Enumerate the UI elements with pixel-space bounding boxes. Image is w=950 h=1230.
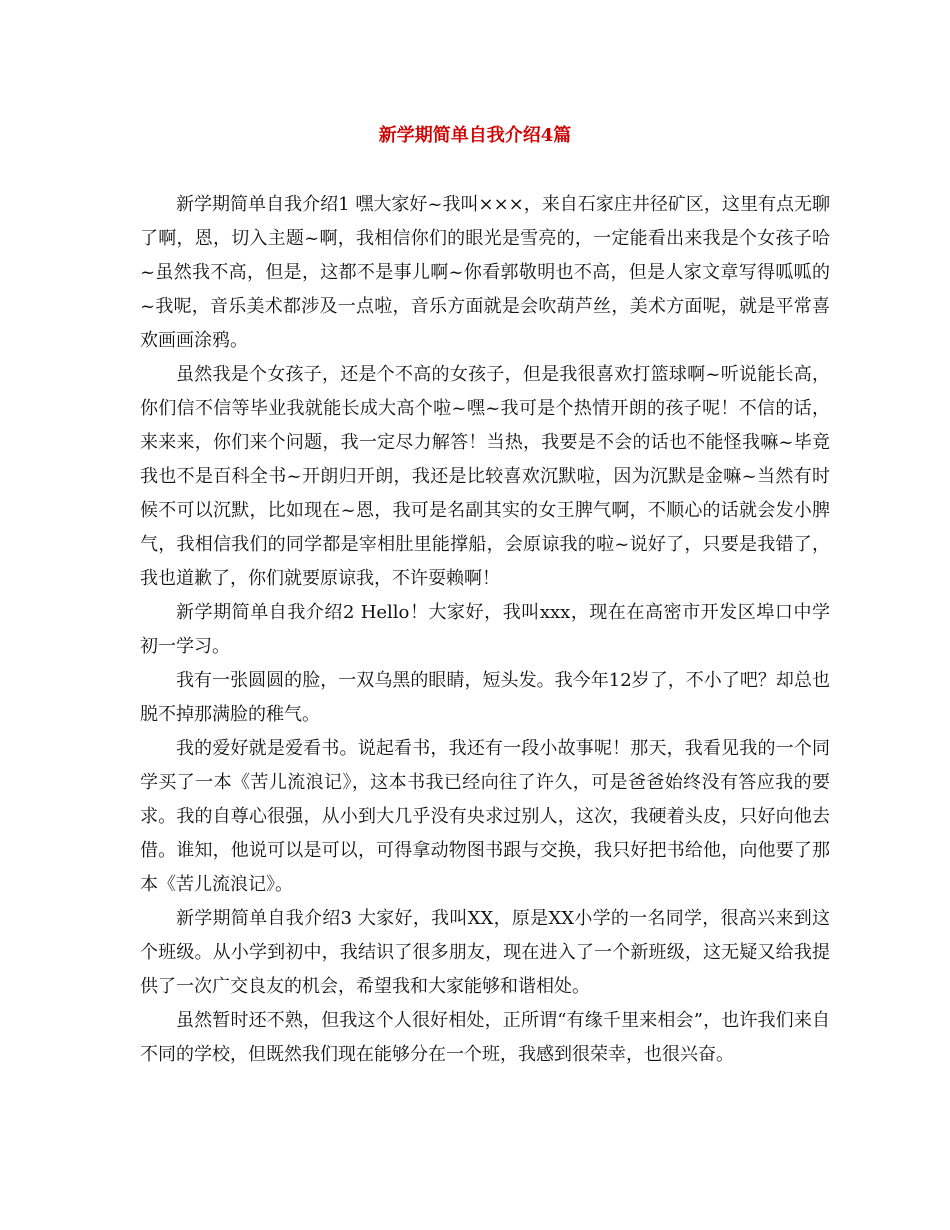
paragraph: 我的爱好就是爱看书。说起看书，我还有一段小故事呢！那天，我看见我的一个同学买了一本《苦儿流浪记》，这本书我已经向往了许久，可是爸爸始终没有答应我的要求。我的自尊心很强，从小到大几乎没有央求过别人，这次，我硬着头皮，只好向他去借。谁知，他说可以是可以，可得拿动物图书跟与交换，我只好把书给他，向他要了那本《苦儿流浪记》。: [140, 738, 830, 895]
paragraph: 我有一张圆圆的脸，一双乌黑的眼睛，短头发。我今年12岁了，不小了吧？却总也脱不掉那满脸的稚气。: [140, 670, 830, 725]
paragraph: 新学期简单自我介绍3 大家好，我叫XX，原是XX小学的一名同学，很高兴来到这个班级。从小学到初中，我结识了很多朋友，现在进入了一个新班级，这无疑又给我提供了一次广交良友的机会，希望我和大家能够和谐相处。: [140, 908, 830, 997]
document-body: [140, 188, 830, 1072]
paragraph: 虽然我是个女孩子，还是个不高的女孩子，但是我很喜欢打篮球啊~听说能长高，你们信不信等毕业我就能长成大高个啦~嘿~我可是个热情开朗的孩子呢！不信的话，来来来，你们来个问题，我一定尽力解答！当热，我要是不会的话也不能怪我嘛~毕竟我也不是百科全书~开朗归开朗，我还是比较喜欢沉默啦，因为沉默是金嘛~当然有时候不可以沉默，比如现在~恩，我可是名副其实的女王脾气啊，不顺心的话就会发小脾气，我相信我们的同学都是宰相肚里能撑船，会原谅我的啦~说好了，只要是我错了，我也道歉了，你们就要原谅我，不许耍赖啊！: [140, 364, 830, 589]
paragraph: 新学期简单自我介绍2 Hello！大家好，我叫xxx，现在在高密市开发区埠口中学初一学习。: [140, 602, 830, 657]
paragraph: 新学期简单自我介绍1 嘿大家好~我叫×××，来自石家庄井径矿区，这里有点无聊了啊，恩，切入主题~啊，我相信你们的眼光是雪亮的，一定能看出来我是个女孩子哈~虽然我不高，但是，这都不是事儿啊~你看郭敬明也不高，但是人家文章写得呱呱的~我呢，音乐美术都涉及一点啦，音乐方面就是会吹葫芦丝，美术方面呢，就是平常喜欢画画涂鸦。: [140, 194, 830, 351]
document-title: 新学期简单自我介绍4篇: [378, 125, 572, 146]
paragraph: 虽然暂时还不熟，但我这个人很好相处，正所谓“有缘千里来相会”，也许我们来自不同的学校，但既然我们现在能够分在一个班，我感到很荣幸，也很兴奋。: [140, 1010, 830, 1065]
